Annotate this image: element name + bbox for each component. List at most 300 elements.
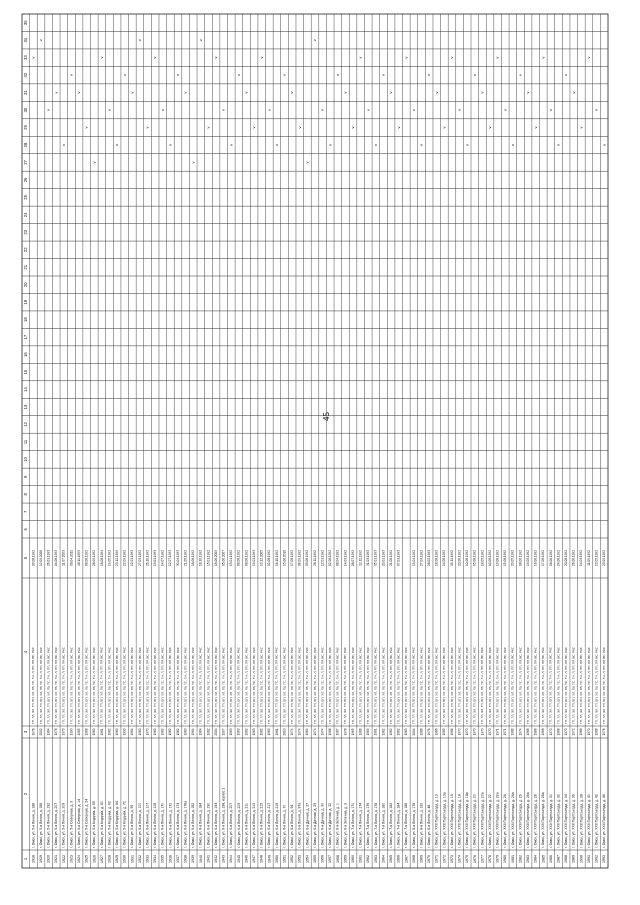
check-mark: v <box>213 56 219 59</box>
check-mark: v <box>578 126 584 129</box>
row-elements: ТП, ТЛ, ЭЛ, ТП, БП, ХЛ, ГВ, ТС, ТН, Л, ПП, ПР, ВС, РКС <box>69 647 74 724</box>
column-number: 33 <box>22 55 28 61</box>
column-number: 29 <box>22 125 28 130</box>
row-date: 08.06.1992 <box>518 550 523 566</box>
row-date: 12.07.1993 <box>168 550 173 566</box>
row-number: 1976 <box>472 855 477 863</box>
check-mark: v <box>296 126 302 129</box>
row-date: 23.09.1992 <box>602 550 607 566</box>
row-address: г. Омск, ул. 6-я Линия, д. 170 <box>160 802 165 848</box>
row-elements: ТП, ТЛ, ЭЛ, ТП, БП, ХЛ, ГВ, ТС, ТН, Л, ПП, ПР, ВС, РКС <box>449 647 454 724</box>
row-date: 24.06.1992 <box>556 550 561 566</box>
row-year: 1970 <box>480 728 485 736</box>
row-year: 1966 <box>328 728 333 736</box>
row-date: 15.08.1992 <box>503 550 508 566</box>
row-address: г. Омск, ул. 6-я Линия, д. 94 <box>290 804 295 848</box>
row-address: г. Омск, ул. 6-я Линия, д. 108 <box>153 802 158 848</box>
row-elements: ТП, ТЛ, ЭЛ, ТП, БП, ХЛ, ГВ, ТС, ТН, Л, ПП, ПР, ВС, РКС <box>381 647 386 724</box>
row-number: 1978 <box>487 855 492 863</box>
row-address: г. Омск, ул. 7-я Линия, д. 170 <box>350 802 355 848</box>
row-date: 28.02.1993 <box>426 550 431 566</box>
check-mark: v <box>228 144 234 146</box>
row-address: г. Омск, ул. XXII Партсъезда, д. 36 <box>571 794 576 848</box>
row-date: 10.08.1992 <box>465 550 470 566</box>
row-date: 08.06.1992 <box>236 550 241 566</box>
row-date: 21.08.1992 <box>388 550 393 566</box>
row-elements: ТП, ТЛ, ЭЛ, ТП, БП, ХЛ, ГВ, ТС, ТН, Л, ПП, ПР, ВС, РКС <box>99 647 104 724</box>
row-year: 1962 <box>244 728 249 736</box>
column-number: 5 <box>22 556 28 560</box>
row-year: 1970 <box>472 728 477 736</box>
check-mark: v <box>464 144 470 146</box>
row-date: 17.08.1992 <box>541 550 546 566</box>
row-address: г. Омск, ул. 5-я Северная, д. 14 <box>76 799 81 848</box>
row-year: 1963 <box>183 728 188 736</box>
row-year: 1964 <box>130 728 135 736</box>
row-elements: ТП, ТЛ, ЭЛ, ТП, БП, ХЛ, ГВ, ТС, ТН, Л, ПП, ПР, ВС, РКС <box>533 647 538 724</box>
check-mark: v <box>586 56 592 59</box>
row-elements: ТП, ТЛ, ЭЛ, ТП, БП, ХЛ, ГВ, ТС, ТН, Л, ПП, ПР, ВС, РКС <box>206 647 211 724</box>
column-number: 23 <box>22 229 28 235</box>
row-year: 1985 <box>442 728 447 736</box>
check-mark: v <box>182 91 188 94</box>
row-number: 1944 <box>229 855 234 863</box>
row-year: 1964 <box>46 728 51 736</box>
row-number: 1989 <box>571 855 576 863</box>
row-year: 1997 <box>221 728 226 736</box>
row-address: г. Омск, ул. XXII Партсъезда, д. 42 <box>594 794 599 848</box>
column-number: 25 <box>22 195 28 200</box>
check-mark: v <box>235 74 241 77</box>
row-date: 02.08.1992 <box>267 550 272 566</box>
row-number: 1974 <box>457 855 462 863</box>
check-mark: v <box>98 56 104 59</box>
row-address: г. Омск, ул. 6-я Дачная, д. 32 <box>328 803 333 848</box>
row-number: 1948 <box>259 855 264 863</box>
check-mark: v <box>357 56 363 59</box>
row-address: г. Омск, ул. 6-я Линия, д. 182 <box>191 802 196 848</box>
row-year: 1971 <box>495 728 500 736</box>
row-address: г. Омск, ул. XXII Партсъезда, д. 38 <box>579 794 584 848</box>
check-mark: v <box>342 91 348 94</box>
row-date: 08.06.1992 <box>84 550 89 566</box>
row-number: 1956 <box>320 855 325 863</box>
check-mark: v <box>304 161 310 164</box>
row-elements: ТП, ТЛ, ЭЛ, ТП, БП, ХЛ, ГВ, ТС, ТН, Л, ПП, ПР, ВС, РКС <box>221 647 226 724</box>
check-mark: v <box>487 126 493 129</box>
column-number: 32 <box>22 72 28 78</box>
row-address: г. Омск, ул. 5-я Линия, д. 209 <box>61 802 66 848</box>
row-address: г. Омск, ул. 5-я Северная, д. 24 <box>84 799 89 848</box>
row-elements: ТП, ТЛ, ЭЛ, ТП, БП, ХЛ, ГВ, ТС, ТН, Л, ПП, ПР, ВС, РКС <box>556 647 561 724</box>
row-address: г. Омск, ул. XXII Партсъезда, д. 26 <box>518 794 523 848</box>
check-mark: v <box>547 109 553 112</box>
row-number: 1960 <box>351 855 356 863</box>
row-elements: ТП, ТЛ, ЭЛ, ТП, БП, ХЛ, ГВ, ТС, ТН, Л, ПП, ПР, ВС, РКС <box>259 647 264 724</box>
row-year: 1970 <box>145 728 150 736</box>
row-year: 1962 <box>107 728 112 736</box>
row-date: 05.11.1992 <box>449 550 454 566</box>
check-mark: v <box>350 126 356 129</box>
row-address: г. Омск, ул. 6-я Линия, д. 194 <box>213 802 218 848</box>
row-date: 26.01.1993 <box>46 550 51 566</box>
check-mark: v <box>152 56 158 59</box>
row-date: 28.09.1992 <box>92 550 97 566</box>
row-address: г. Омск, ул. 5-я Кордная, д. 60 <box>99 801 104 848</box>
row-elements: ТП, ТЛ, ЭЛ, ТП, БП, ХЛ, ГВ, ТС, ТН, Л, ПП, ПР, ВС, РКС <box>541 647 546 724</box>
row-address: г. Омск, ул. 7-я Линия, д. 184 <box>396 802 401 848</box>
row-year: 1962 <box>259 728 264 736</box>
check-mark: v <box>319 109 325 112</box>
row-year: 1976 <box>426 728 431 736</box>
row-date: 14.07.1992 <box>160 550 165 566</box>
row-year: 1960 <box>92 728 97 736</box>
row-date: 17.08.1992 <box>290 550 295 566</box>
row-date: 19.05.1992 <box>525 550 530 566</box>
row-date: 15.06.2010 <box>282 550 287 566</box>
row-address: г. Омск, ул. 6-я Линия, д. 176а <box>183 800 188 848</box>
column-number: 24 <box>22 212 28 218</box>
row-number: 1988 <box>564 855 569 863</box>
check-mark: v <box>494 56 500 59</box>
row-number: 1950 <box>274 855 279 863</box>
row-number: 1993 <box>602 855 607 863</box>
row-elements: ТП, ТЛ, ЭЛ, ТП, БП, ХЛ, ГВ, ТС, ТН, Л, ПП, ПР, ВС, РКС <box>236 647 241 724</box>
row-elements: ТП, ТЛ, ЭЛ, ТП, БП, ХЛ, ГВ, ТС, ТН, Л, ПП, ПР, ВС, РКС <box>168 647 173 724</box>
row-year: 1970 <box>457 728 462 736</box>
row-number: 1959 <box>343 855 348 863</box>
row-address: г. Омск, ул. 5-я Линия, д. 192 <box>46 802 51 848</box>
row-year: 1966 <box>434 728 439 736</box>
column-number: 31 <box>22 90 28 95</box>
row-number: 1961 <box>358 855 363 863</box>
column-number: 8 <box>22 493 28 496</box>
column-number: 16 <box>22 352 28 357</box>
row-elements: ТП, ТЛ, ЭЛ, ТП, БП, ХЛ, ГВ, ТС, ТН, Л, ПП, ПР, ВС, РКС <box>404 647 409 724</box>
row-date: 16.06.1992 <box>548 550 553 566</box>
row-number: 1952 <box>290 855 295 863</box>
row-elements: ТП, ТЛ, ЭЛ, ТП, БП, ХЛ, ГВ, ТС, ТН, Л, ПП, ПР, ВС, РКС <box>335 647 340 724</box>
check-mark: v <box>205 126 211 129</box>
check-mark: v <box>449 56 455 59</box>
column-number: 6 <box>22 528 28 531</box>
row-elements: ТП, ТЛ, ЭЛ, ТП, БП, ХЛ, ГВ, ТС, ТН, Л, ПП, ПР, ВС, РКС <box>343 647 348 724</box>
row-elements: ТП, ТЛ, ЭЛ, ТП, БП, ХЛ, ГВ, ТС, ТН, Л, ПП, ПР, ВС, РКС <box>571 647 576 724</box>
check-mark: v <box>380 74 386 77</box>
check-mark: v <box>570 91 576 94</box>
row-number: 1970 <box>427 855 432 863</box>
column-number: 28 <box>22 142 28 148</box>
row-date: 18.05.1992 <box>480 550 485 566</box>
row-elements: ТП, ТЛ, ЭЛ, ТП, БП, ХЛ, ГВ, ТС, ТН, Л, ПП, ПР, ВС, РКС <box>328 647 333 724</box>
row-address: г. Омск, ул. 6-я Линия, д. 209 <box>236 802 241 848</box>
row-address: г. Омск, ул. 6-я Линия, д. 184 <box>198 802 203 848</box>
row-number: 1932 <box>137 855 142 863</box>
row-elements: ТП, ТЛ, ЭЛ, ТП, БП, ХЛ, ГВ, ТС, ТН, Л, ПП, ПР, ВС, РКС <box>305 647 310 724</box>
row-address: г. Омск, ул. 6-я Линия, д. 219 <box>274 802 279 848</box>
row-address: г. Омск, ул. 6-я Линия, д. 70 <box>282 804 287 848</box>
row-year: 1971 <box>503 728 508 736</box>
check-mark: v <box>144 126 150 129</box>
row-number: 1972 <box>442 855 447 863</box>
row-date: 05.08.1992 <box>472 550 477 566</box>
row-number: 1979 <box>495 855 500 863</box>
row-year: 1962 <box>381 728 386 736</box>
check-mark: v <box>190 161 196 164</box>
check-mark: v <box>327 144 333 146</box>
check-mark: v <box>388 91 394 94</box>
row-year: 1968 <box>84 728 89 736</box>
row-number: 1924 <box>77 855 82 863</box>
check-mark: v <box>555 144 561 146</box>
row-address: г. Омск, ул. 6-я Зеленая, д. 1 <box>335 803 340 848</box>
row-number: 1992 <box>594 855 599 863</box>
row-year: 1968 <box>533 728 538 736</box>
row-date: 13.04.1992 <box>411 550 416 566</box>
row-number: 1936 <box>168 855 173 863</box>
check-mark: v <box>525 91 531 94</box>
row-date: 13.12.2005 <box>259 550 264 566</box>
row-number: 1990 <box>579 855 584 863</box>
row-address: г. Омск, ул. 6-я Линия, д. 215 <box>259 802 264 848</box>
row-number: 1967 <box>404 855 409 863</box>
row-number: 1925 <box>84 855 89 863</box>
row-address: г. Омск, ул. 6-я Дачная, д. 30 <box>320 803 325 848</box>
check-mark: v <box>509 144 515 146</box>
row-elements: ТП, ТЛ, ЭЛ, ТП, БП, ХЛ, ГВ, ТС, ТН, Л, ПП, ПР, ВС, РКС <box>46 647 51 724</box>
row-elements: ТП, ТЛ, ЭЛ, ТП, БП, ХЛ, ГВ, ТС, ТН, Л, ПП, ПР, ВС, РКС <box>107 647 112 724</box>
column-number: 10 <box>22 457 28 462</box>
check-mark: v <box>426 74 432 77</box>
check-mark: v <box>53 91 59 94</box>
check-mark: v <box>517 74 523 77</box>
row-number: 1918 <box>31 855 36 863</box>
row-year: 1967 <box>335 728 340 736</box>
check-mark: v <box>159 109 165 112</box>
row-elements: ТП, ТЛ, ЭЛ, ТП, БП, ХЛ, ГВ, ТС, ТН, Л, ПП, ПР, ВС, РКС <box>594 647 599 724</box>
check-mark: v <box>540 56 546 59</box>
row-address: г. Омск, ул. 6-я Линия, д. 217 <box>267 802 272 848</box>
check-mark: v <box>114 144 120 146</box>
column-number: 7 <box>22 510 28 513</box>
row-elements: ТП, ТЛ, ЭЛ, ТП, БП, ХЛ, ГВ, ТС, ТН, Л, ПП, ПР, ВС, РКС <box>289 647 294 724</box>
row-elements: ТП, ТЛ, ЭЛ, ТП, БП, ХЛ, ГВ, ТС, ТН, Л, ПП, ПР, ВС, РКС <box>267 647 272 724</box>
row-date: 11.07.2003 <box>61 550 66 566</box>
row-elements: ТП, ТЛ, ЭЛ, ТП, БП, ХЛ, ГВ, ТС, ТН, Л, ПП, ПР, ВС, РКС <box>548 647 553 724</box>
column-number: 9 <box>22 475 28 479</box>
check-mark: v <box>45 109 51 112</box>
row-date: 04.08.1993 <box>54 550 59 566</box>
row-elements: ТП, ТЛ, ЭЛ, ТП, БП, ХЛ, ГВ, ТС, ТН, Л, ПП, ПР, ВС, РКС <box>160 647 165 724</box>
row-number: 1973 <box>449 855 454 863</box>
row-elements: ТП, ТЛ, ЭЛ, ТП, БП, ХЛ, ГВ, ТС, ТН, Л, ПП, ПР, ВС, РКС <box>183 647 188 724</box>
row-year: 1963 <box>251 728 256 736</box>
check-mark: v <box>410 109 416 112</box>
column-number: 2 <box>22 792 28 796</box>
row-elements: ТП, ТЛ, ЭЛ, ТП, БП, ХЛ, ГВ, ТС, ТН, Л, ПП, ПР, ВС, РКС <box>38 647 43 724</box>
row-year: 1962 <box>168 728 173 736</box>
column-number: 1 <box>22 857 28 861</box>
row-elements: ТП, ТЛ, ЭЛ, ТП, БП, ХЛ, ГВ, ТС, ТН, Л, ПП, ПР, ВС, РКС <box>92 647 97 724</box>
column-number: 21 <box>22 264 28 270</box>
row-number: 1951 <box>282 855 287 863</box>
row-date: 03.08.1992 <box>305 550 310 566</box>
row-date: 21.05.1992 <box>183 550 188 566</box>
row-year: 1974 <box>297 728 302 736</box>
check-mark: v <box>334 74 340 77</box>
check-mark: v <box>243 91 249 94</box>
check-mark: v <box>83 126 89 129</box>
check-mark: v <box>60 144 66 146</box>
row-number: 1963 <box>373 855 378 863</box>
column-number: 30 <box>22 107 28 113</box>
row-number: 1953 <box>297 855 302 863</box>
row-number: 1987 <box>556 855 561 863</box>
row-year: 1974 <box>320 728 325 736</box>
row-number: 1955 <box>312 855 317 863</box>
row-address: г. Омск, ул. 7-я Линия, д. 176 <box>366 802 371 848</box>
row-elements: ТП, ТЛ, ЭЛ, ТП, БП, ХЛ, ГВ, ТС, ТН, Л, ПП, ПР, ВС, РКС <box>312 647 317 724</box>
row-address: г. Омск, ул. 5-я Линия, д. 95 <box>130 804 135 848</box>
column-number: 12 <box>22 422 28 427</box>
row-number: 1984 <box>533 855 538 863</box>
row-elements: ТП, ТЛ, ЭЛ, ТП, БП, ХЛ, ГВ, ТС, ТН, Л, ПП, ПР, ВС, РКС <box>480 647 485 724</box>
row-elements: ТП, ТЛ, ЭЛ, ТП, БП, ХЛ, ГВ, ТС, ТН, Л, ПП, ПР, ВС, РКС <box>510 647 515 724</box>
row-elements: ТП, ТЛ, ЭЛ, ТП, БП, ХЛ, ГВ, ТС, ТН, Л, ПП, ПР, ВС, РКС <box>198 647 203 724</box>
column-number: 4 <box>22 650 28 654</box>
row-year: 1963 <box>114 728 119 736</box>
column-number: 35 <box>22 20 28 26</box>
row-year: 1961 <box>373 728 378 736</box>
row-number: 1962 <box>366 855 371 863</box>
row-elements: ТП, ТЛ, ЭЛ, ТП, БП, ХЛ, ГВ, ТС, ТН, Л, ПП, ПР, ВС, РКС <box>419 647 424 724</box>
column-number: 20 <box>22 282 28 288</box>
row-elements: ТП, ТЛ, ЭЛ, ТП, БП, ХЛ, ГВ, ТС, ТН, Л, ПП, ПР, ВС, РКС <box>137 647 142 724</box>
check-mark: v <box>395 126 401 129</box>
row-year: 1990 <box>122 728 127 736</box>
row-year: 1966 <box>449 728 454 736</box>
row-number: 1949 <box>267 855 272 863</box>
row-elements: ТП, ТЛ, ЭЛ, ТП, БП, ХЛ, ГВ, ТС, ТН, Л, ПП, ПР, ВС, РКС <box>320 647 325 724</box>
row-number: 1980 <box>503 855 508 863</box>
row-address: г. Омск, ул. XXII Партсъезда, д. 44 <box>602 794 607 848</box>
row-year: 2010 <box>282 728 287 736</box>
row-number: 1938 <box>183 855 188 863</box>
row-year: 1963 <box>366 728 371 736</box>
row-date: 12.11.1992 <box>358 550 363 566</box>
row-date: 16.11.1993 <box>76 550 81 566</box>
row-year: 1963 <box>404 728 409 736</box>
row-year: 1968 <box>556 728 561 736</box>
row-number: 1954 <box>305 855 310 863</box>
row-date: 14.03.1992 <box>579 550 584 566</box>
row-date: 26.06.1992 <box>571 550 576 566</box>
row-number: 1982 <box>518 855 523 863</box>
row-year: 1964 <box>198 728 203 736</box>
row-elements: ТП, ТЛ, ЭЛ, ТП, БП, ХЛ, ГВ, ТС, ТН, Л, ПП, ПР, ВС, РКС <box>114 647 119 724</box>
row-number: 1981 <box>510 855 515 863</box>
row-elements: ТП, ТЛ, ЭЛ, ТП, БП, ХЛ, ГВ, ТС, ТН, Л, ПП, ПР, ВС, РКС <box>426 647 431 724</box>
row-year: 1961 <box>274 728 279 736</box>
row-date: 06.04.2011 <box>69 550 74 566</box>
row-elements: ТП, ТЛ, ЭЛ, ТП, БП, ХЛ, ГВ, ТС, ТН, Л, ПП, ПР, ВС, РКС <box>411 647 416 724</box>
row-number: 1968 <box>411 855 416 863</box>
check-mark: v <box>563 74 569 77</box>
row-address: г. Омск, ул. XXII Партсъезда, д. 28 <box>533 794 538 848</box>
row-address: г. Омск, ул. 5-я Кордная, д. 62 <box>107 801 112 848</box>
page-number: 45 <box>321 412 331 421</box>
row-address: г. Омск, ул. 6-я Линия, д. 207 <box>229 802 234 848</box>
row-elements: ТП, ТЛ, ЭЛ, ТП, БП, ХЛ, ГВ, ТС, ТН, Л, ПП, ПР, ВС, РКС <box>388 647 393 724</box>
row-date: 18.06.2009 <box>213 550 218 566</box>
check-mark: v <box>121 74 127 77</box>
row-address: г. Омск, ул. 6-я Линия, д. 198, корпус 2 <box>221 787 226 848</box>
row-date: 03.06.1992 <box>31 550 36 566</box>
row-elements: ТП, ТЛ, ЭЛ, ТП, БП, ХЛ, ГВ, ТС, ТН, Л, ПП, ПР, ВС, РКС <box>358 647 363 724</box>
row-date: 10.06.1992 <box>487 550 492 566</box>
row-date: 02.06.1992 <box>328 550 333 566</box>
column-number: 17 <box>22 334 28 340</box>
row-address: г. Омск, ул. 7-я Линия, д. 182 <box>388 802 393 848</box>
row-year: 1968 <box>525 728 530 736</box>
row-elements: ТП, ТЛ, ЭЛ, ТП, БП, ХЛ, ГВ, ТС, ТН, Л, ПП, ПР, ВС, РКС <box>396 647 401 724</box>
row-year: 1962 <box>175 728 180 736</box>
row-year: 1973 <box>61 728 66 736</box>
row-number: 1958 <box>335 855 340 863</box>
check-mark: v <box>418 144 424 146</box>
row-date: 27.03.1992 <box>137 550 142 566</box>
row-year: 2004 <box>411 728 416 736</box>
row-date: 05.06.2007 <box>221 550 226 566</box>
row-date: 14.06.1992 <box>442 550 447 566</box>
row-elements: ТП, ТЛ, ЭЛ, ТП, БП, ХЛ, ГВ, ТС, ТН, Л, ПП, ПР, ВС, РКС <box>503 647 508 724</box>
row-number: 1929 <box>115 855 120 863</box>
row-address: г. Омск, ул. XXII Партсъезда, д. 32 <box>556 794 561 848</box>
row-address: г. Омск, ул. XXII Партсъезда, д. 20 <box>472 794 477 848</box>
row-number: 1991 <box>586 855 591 863</box>
row-date: 20.08.1992 <box>563 550 568 566</box>
row-date: 18.08.1994 <box>99 550 104 566</box>
row-address: г. Омск, ул. 5-я Линия, д. 186 <box>31 802 36 848</box>
check-mark: v <box>403 56 409 59</box>
row-address: г. Омск, ул. 5-я Кордная, д. 5б <box>92 801 97 848</box>
row-elements: ТП, ТЛ, ЭЛ, ТП, БП, ХЛ, ГВ, ТС, ТН, Л, ПП, ПР, ВС, РКС <box>563 647 568 724</box>
row-date: 19.01.1993 <box>251 550 256 566</box>
row-elements: ТП, ТЛ, ЭЛ, ТП, БП, ХЛ, ГВ, ТС, ТН, Л, ПП, ПР, ВС, РКС <box>213 647 218 724</box>
row-address: г. Омск, ул. 6-я Линия, д. 107 <box>145 802 150 848</box>
row-address: г. Омск, ул. XXII Партсъезда, д. 24а <box>510 792 515 848</box>
row-number: 1939 <box>191 855 196 863</box>
row-address: г. Омск, ул. XXII Партсъезда, д. 22 <box>487 794 492 848</box>
check-mark: v <box>274 144 280 146</box>
check-mark: v <box>129 91 135 94</box>
row-address: г. Омск, ул. XXII Партсъезда, д. 20а <box>480 792 485 848</box>
check-mark: v <box>106 109 112 112</box>
row-elements: ТП, ТЛ, ЭЛ, ТП, БП, ХЛ, ГВ, ТС, ТН, Л, ПП, ПР, ВС, РКС <box>175 647 180 724</box>
row-elements: ТП, ТЛ, ЭЛ, ТП, БП, ХЛ, ГВ, ТС, ТН, Л, ПП, ПР, ВС, РКС <box>54 647 59 724</box>
row-date: 12.01.1992 <box>320 550 325 566</box>
row-year: 1976 <box>54 728 59 736</box>
row-elements: ТП, ТЛ, ЭЛ, ТП, БП, ХЛ, ГВ, ТС, ТН, Л, ПП, ПР, ВС, РКС <box>472 647 477 724</box>
row-number: 1964 <box>381 855 386 863</box>
row-number: 1933 <box>145 855 150 863</box>
row-elements: ТП, ТЛ, ЭЛ, ТП, БП, ХЛ, ГВ, ТС, ТН, Л, ПП, ПР, ВС, РКС <box>229 647 234 724</box>
row-number: 1921 <box>54 855 59 863</box>
row-number: 1977 <box>480 855 485 863</box>
row-date: 27.03.1992 <box>419 550 424 566</box>
row-year: 1978 <box>343 728 348 736</box>
row-year: 1988 <box>419 728 424 736</box>
